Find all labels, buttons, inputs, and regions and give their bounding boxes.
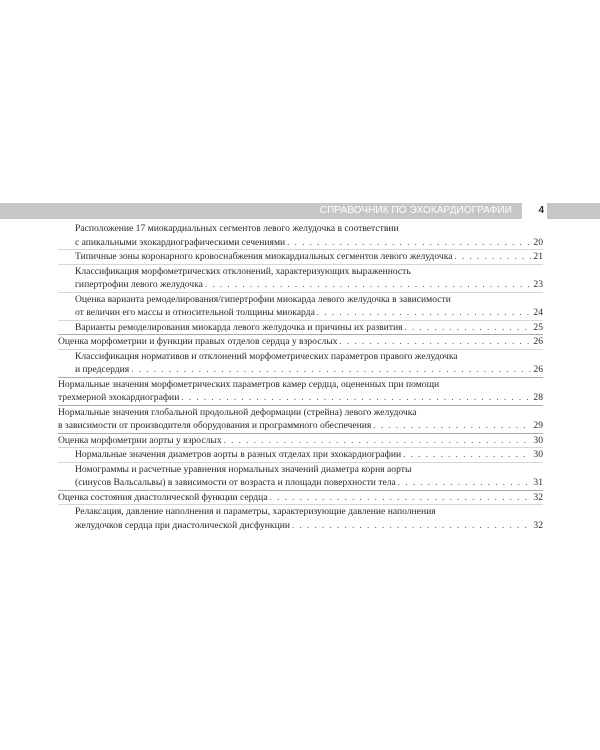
toc-entry-title: желудочков сердца при диастолической дисфункции	[75, 519, 290, 531]
table-of-contents	[58, 222, 543, 532]
toc-entry-title: Оценка состояния диастолической функции сердца	[58, 491, 268, 503]
toc-entry-line	[75, 505, 543, 519]
toc-page-number: 32	[533, 519, 543, 531]
toc-entry-title: Номограммы и расчетные уравнения нормальных значений диаметра корня аорты	[75, 463, 412, 475]
running-header-title: СПРАВОЧНИК ПО ЭХОКАРДИОГРАФИИ	[319, 205, 512, 216]
toc-entry[interactable]	[58, 377, 543, 405]
toc-entry-title: Нормальные значения морфометрических параметров камер сердца, оцененных при помощи	[58, 378, 440, 390]
dot-leader	[398, 476, 531, 490]
toc-entry-line	[75, 463, 543, 477]
toc-entry-title: Релаксация, давление наполнения и параметры, характеризующие давление наполнения	[75, 506, 436, 517]
toc-entry-line	[58, 491, 543, 505]
toc-entry-line	[75, 222, 543, 236]
toc-entry-line	[58, 391, 543, 405]
toc-entry-line	[75, 293, 543, 307]
toc-entry[interactable]	[58, 264, 543, 292]
toc-entry-line	[75, 250, 543, 264]
toc-entry-line	[75, 321, 543, 335]
toc-entry[interactable]	[58, 320, 543, 335]
toc-entry[interactable]	[58, 405, 543, 433]
dot-leader	[292, 519, 531, 533]
toc-entry-line	[75, 306, 543, 320]
toc-entry-line	[75, 448, 543, 462]
page-number: 4	[538, 205, 544, 216]
dot-leader	[287, 236, 531, 250]
toc-entry-title: Оценка варианта ремоделирования/гипертрофии миокарда левого желудочка в зависимости	[75, 293, 451, 305]
dot-leader	[403, 448, 531, 462]
toc-page-number: 25	[533, 321, 543, 333]
toc-entry[interactable]	[58, 447, 543, 462]
toc-entry-title: и предсердия	[75, 364, 130, 375]
toc-entry-line	[58, 378, 543, 392]
toc-page-number: 30	[533, 449, 543, 460]
dot-leader	[205, 278, 531, 292]
toc-entry-line	[58, 406, 543, 420]
toc-entry-line	[75, 519, 543, 533]
toc-entry[interactable]	[58, 222, 543, 249]
toc-entry-line	[75, 278, 543, 292]
dot-leader	[181, 391, 531, 405]
running-header	[0, 203, 600, 219]
toc-entry-line	[75, 236, 543, 250]
toc-entry-title: от величин его массы и относительной толщины миокарда	[75, 307, 315, 318]
toc-entry-title: гипертрофии левого желудочка	[75, 279, 203, 290]
dot-leader	[317, 306, 531, 320]
toc-entry-title: Оценка морфометрии и функции правых отделов сердца у взрослых	[58, 336, 338, 347]
toc-entry[interactable]	[58, 334, 543, 349]
toc-entry-title: Нормальные значения диаметров аорты в разных отделах при эхокардиографии	[75, 449, 402, 460]
toc-entry[interactable]	[58, 349, 543, 377]
toc-entry-title: Нормальные значения глобальной продольной деформации (стрейна) левого желудочка	[58, 406, 417, 418]
dot-leader	[224, 434, 531, 448]
toc-entry-line	[58, 335, 543, 349]
toc-entry-title: с апикальными эхокардиографическими сечениями	[75, 236, 286, 248]
toc-entry-line	[75, 476, 543, 490]
dot-leader	[270, 491, 531, 505]
toc-entry-title: в зависимости от производителя оборудования и программного обеспечения	[58, 420, 372, 431]
toc-page-number: 30	[533, 434, 543, 446]
toc-page-number: 32	[533, 491, 543, 503]
toc-entry-title: Расположение 17 миокардиальных сегментов левого желудочка в соответствии	[75, 223, 399, 234]
toc-page-number: 26	[533, 364, 543, 375]
toc-page-number: 20	[533, 236, 543, 248]
toc-entry-line	[75, 265, 543, 279]
toc-entry-title: (синусов Вальсальвы) в зависимости от возраста и площади поверхности тела	[75, 477, 396, 488]
toc-entry-title: Типичные зоны коронарного кровоснабжения миокардиальных сегментов левого желудочка	[75, 251, 453, 262]
toc-entry-line	[75, 363, 543, 377]
toc-entry-line	[58, 434, 543, 448]
dot-leader	[131, 363, 531, 377]
toc-page-number: 28	[533, 392, 543, 403]
toc-entry[interactable]	[58, 249, 543, 264]
toc-entry[interactable]	[58, 292, 543, 320]
toc-entry-line	[58, 419, 543, 433]
toc-page-number: 29	[533, 420, 543, 431]
dot-leader	[454, 250, 531, 264]
toc-entry-title: Варианты ремоделирования миокарда левого желудочка и причины их развития	[75, 321, 403, 333]
dot-leader	[405, 321, 531, 335]
toc-page-number: 24	[533, 307, 543, 318]
dot-leader	[340, 335, 532, 349]
toc-entry-title: Классификация морфометрических отклонений, характеризующих выраженность	[75, 265, 411, 277]
toc-entry-line	[75, 350, 543, 364]
toc-entry-title: трехмерной эхокардиографии	[58, 392, 180, 403]
dot-leader	[373, 419, 531, 433]
toc-entry[interactable]	[58, 462, 543, 490]
toc-entry[interactable]	[58, 433, 543, 448]
toc-page-number: 26	[533, 336, 543, 347]
toc-entry-title: Оценка морфометрии аорты у взрослых	[58, 434, 222, 446]
toc-page-number: 31	[533, 477, 543, 488]
toc-page-number: 21	[533, 251, 543, 262]
toc-entry[interactable]	[58, 504, 543, 532]
toc-page-number: 23	[533, 279, 543, 290]
toc-entry-title: Классификация нормативов и отклонений морфометрических параметров правого желудочка	[75, 350, 458, 362]
toc-entry[interactable]	[58, 490, 543, 505]
